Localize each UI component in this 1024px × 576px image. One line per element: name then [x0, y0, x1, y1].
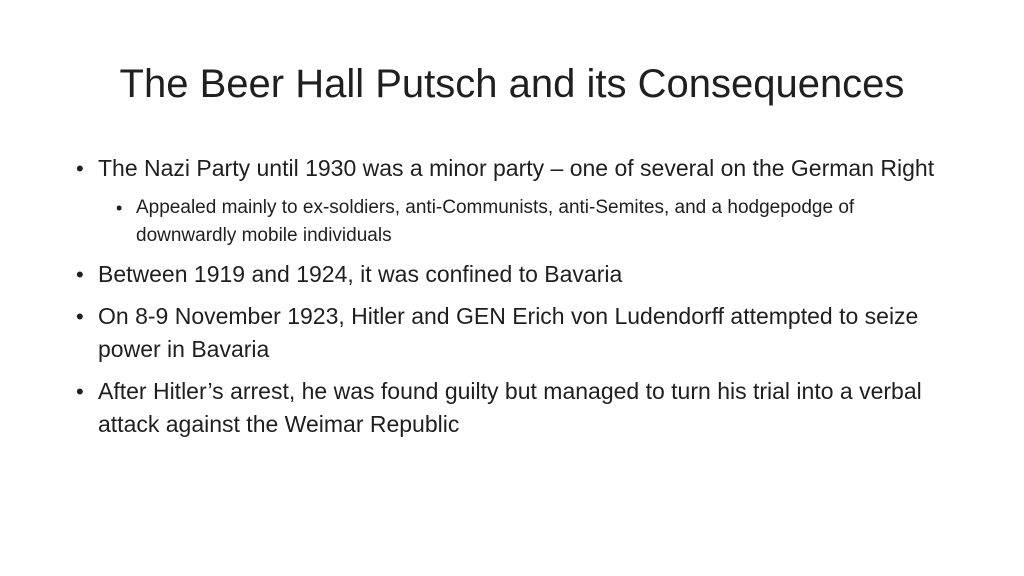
bullet-text: After Hitler’s arrest, he was found guilty but managed to turn his trial into a verbal attack against the Weimar Republic [98, 378, 922, 437]
bullet-text: Between 1919 and 1924, it was confined to Bavaria [98, 261, 623, 287]
sub-bullet-item [76, 194, 956, 250]
bullet-item [76, 258, 956, 291]
bullet-item [76, 375, 956, 441]
slide-content [76, 152, 956, 450]
sub-bullet-dot-icon: • [116, 198, 123, 218]
bullet-dot-icon: • [76, 262, 84, 287]
bullet-item [76, 152, 956, 185]
bullet-text: On 8-9 November 1923, Hitler and GEN Erich von Ludendorff attempted to seize power in Bavaria [98, 303, 919, 362]
bullet-dot-icon: • [76, 156, 84, 181]
bullet-text: The Nazi Party until 1930 was a minor party – one of several on the German Right [98, 155, 935, 181]
sub-bullet-text: Appealed mainly to ex-soldiers, anti-Communists, anti-Semites, and a hodgepodge of downwardly mobile individuals [136, 197, 855, 246]
bullet-dot-icon: • [76, 304, 84, 329]
slide-title: The Beer Hall Putsch and its Consequences [119, 62, 905, 106]
bullet-item [76, 300, 956, 366]
bullet-dot-icon: • [76, 379, 84, 404]
